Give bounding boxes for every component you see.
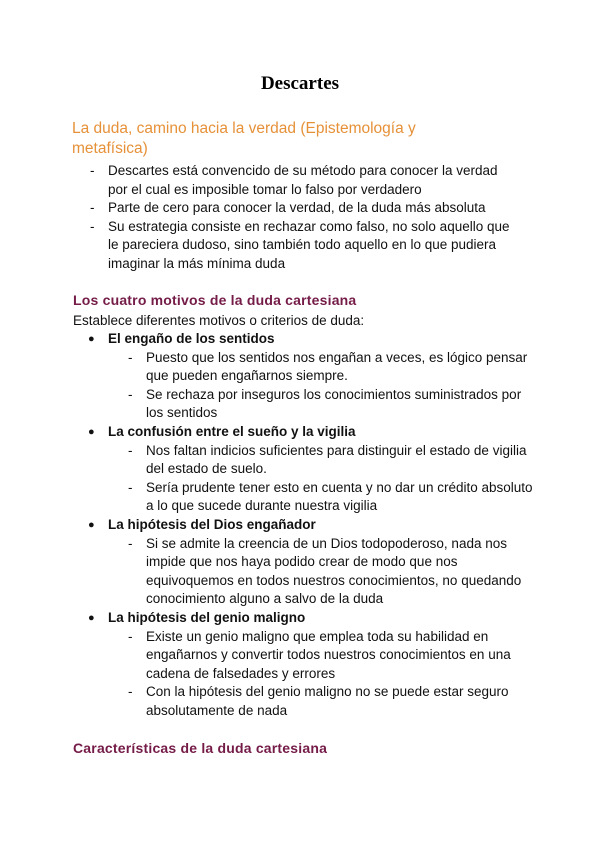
bullet-marker: ● xyxy=(88,611,95,624)
sub-item-text: Nos faltan indicios suficientes para distinguir el estado de vigilia del estado de suelo. xyxy=(146,442,527,477)
sub-item-text: Con la hipótesis del genio maligno no se puede estar seguro absolutamente de nada xyxy=(146,684,509,718)
dash-marker: - xyxy=(128,628,133,644)
list-item-text: Su estrategia consiste en rechazar como falso, no solo aquello que le pareciera dudoso, sino también todo aquello en lo que pudiera imaginar la más mínima duda xyxy=(108,218,510,271)
sub-item xyxy=(128,386,538,423)
section-heading-caracteristicas: Características de la duda cartesiana xyxy=(73,740,328,756)
motives-list xyxy=(88,330,538,720)
motive-sublist xyxy=(108,442,538,516)
motive-sublist xyxy=(108,349,538,423)
sub-item xyxy=(128,349,538,386)
list-item xyxy=(90,218,520,274)
dash-marker: - xyxy=(128,684,133,700)
section2-intro: Establece diferentes motivos o criterios de duda: xyxy=(73,313,365,328)
list-item xyxy=(90,199,520,218)
bullet-marker: ● xyxy=(88,425,95,438)
motive-item xyxy=(88,423,538,516)
motive-label: La hipótesis del genio maligno xyxy=(108,609,306,625)
motive-item xyxy=(88,609,538,721)
list-item-text: Parte de cero para conocer la verdad, de la duda más absoluta xyxy=(108,200,486,216)
section-heading-duda: La duda, camino hacia la verdad (Epistemología y metafísica) xyxy=(72,120,416,157)
sub-item xyxy=(128,442,538,479)
dash-marker: - xyxy=(128,479,133,495)
section-heading-motivos: Los cuatro motivos de la duda cartesiana xyxy=(73,292,357,308)
sub-item-text: Si se admite la creencia de un Dios todopoderoso, nada nos impide que nos haya podido crear de modo que nos equivoquemos en todos nuestros conocimientos, no quedando conocimiento alguno a salvo de la duda xyxy=(146,535,522,607)
motive-label: El engaño de los sentidos xyxy=(108,331,275,346)
sub-item xyxy=(128,628,538,684)
motive-item xyxy=(88,516,538,609)
motive-item xyxy=(88,330,538,423)
sub-item xyxy=(128,535,538,609)
dash-marker: - xyxy=(128,349,133,365)
dash-marker: - xyxy=(128,386,133,402)
section1-list xyxy=(90,162,520,274)
page-title: Descartes xyxy=(260,73,340,94)
list-item xyxy=(90,162,520,199)
dash-marker: - xyxy=(90,218,95,234)
sub-item xyxy=(128,683,538,720)
sub-item-text: Sería prudente tener esto en cuenta y no dar un crédito absoluto a lo que sucede durante nuestra vigilia xyxy=(146,479,533,514)
sub-item xyxy=(128,479,538,516)
sub-item-text: Existe un genio maligno que emplea toda su habilidad en engañarnos y convertir todos nuestros conocimientos en una cadena de falsedades y errores xyxy=(146,628,511,681)
motive-label: La confusión entre el sueño y la vigilia xyxy=(108,423,356,439)
bullet-marker: ● xyxy=(88,518,95,531)
dash-marker: - xyxy=(90,163,95,178)
list-item-text: Descartes está convencido de su método para conocer la verdad por el cual es imposible tomar lo falso por verdadero xyxy=(108,163,498,197)
dash-marker: - xyxy=(128,535,133,551)
motive-label: La hipótesis del Dios engañador xyxy=(108,516,316,532)
dash-marker: - xyxy=(128,442,133,458)
bullet-marker: ● xyxy=(88,333,95,345)
sub-item-text: Se rechaza por inseguros los conocimientos suministrados por los sentidos xyxy=(146,386,522,421)
sub-item-text: Puesto que los sentidos nos engañan a veces, es lógico pensar que pueden engañarnos siempre. xyxy=(146,349,528,384)
motive-sublist xyxy=(108,535,538,609)
motive-sublist xyxy=(108,628,538,721)
dash-marker: - xyxy=(90,200,95,216)
